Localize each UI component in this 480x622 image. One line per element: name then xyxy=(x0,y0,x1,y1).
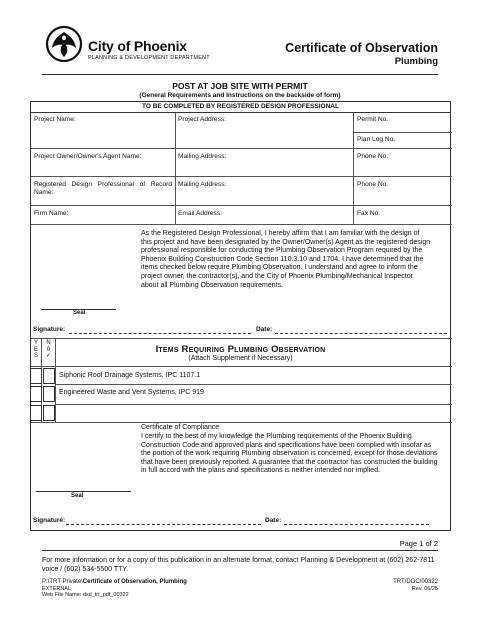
email-field[interactable]: Email Address: xyxy=(178,210,222,217)
page-number: Page 1 of 2 xyxy=(399,539,438,548)
compliance-text: I certify to the best of my knowledge the Plumbing requirements of the Phoenix Building Construction Code and approved plans and specifications have been complied with insofar as the portion of the work requiring Plumbing observation is concerned, except for those deviations that have been previously reported. A guarantee that the contractor has constructed the building in full accord with the plans and specifications is neither intended nor implied. xyxy=(141,433,438,475)
document-title: Certificate of Observation xyxy=(285,41,438,55)
date-line[interactable] xyxy=(275,333,447,334)
project-address-field[interactable]: Project Address: xyxy=(178,116,227,123)
seal-label: Seal xyxy=(73,310,86,316)
signature-label: Signature: xyxy=(33,517,66,524)
owner-phone-field[interactable]: Phone No. xyxy=(357,153,389,160)
no-label: N 0 ✓ xyxy=(45,340,52,359)
permit-no-field[interactable]: Permit No. xyxy=(357,116,389,123)
fax-field[interactable]: Fax No. xyxy=(357,210,381,217)
firm-name-field[interactable]: Firm Name: xyxy=(34,210,69,217)
section-divider xyxy=(31,422,452,423)
date-line[interactable] xyxy=(284,524,429,525)
grid-divider xyxy=(353,132,452,133)
org-name: City of Phoenix xyxy=(88,38,187,54)
owner-mailing-field[interactable]: Mailing Address: xyxy=(178,153,227,160)
doc-code-block xyxy=(393,579,438,592)
yes-label: Y E S xyxy=(33,340,38,359)
form-banner: TO BE COMPLETED BY REGISTERED DESIGN PROFESSIONAL xyxy=(31,102,450,113)
rdp-phone-field[interactable]: Phone No. xyxy=(357,181,389,188)
signature-line[interactable] xyxy=(69,333,251,334)
yes-checkbox[interactable] xyxy=(30,386,42,402)
grid-divider xyxy=(31,148,452,149)
project-name-field[interactable]: Project Name: xyxy=(34,116,76,123)
header-divider xyxy=(42,74,438,75)
item-engineered-waste-vent: Engineered Waste and Vent Systems, IPC 919 xyxy=(59,389,204,396)
plan-log-no-field[interactable]: Plan Log No. xyxy=(357,136,396,143)
rdp-mailing-field[interactable]: Mailing Address: xyxy=(178,181,227,188)
path-title: Certificate of Observation, Plumbing xyxy=(82,579,187,585)
contact-info: For more information or for a copy of this publication in an alternate format, contact Planning & Development at (602) 262-7811 voice / (602) 534-5500 TTY. xyxy=(42,557,435,573)
web-file-name: Web File Name: dsd_trt_pdf_00322 xyxy=(42,592,129,598)
no-checkbox[interactable] xyxy=(43,405,55,421)
post-title: POST AT JOB SITE WITH PERMIT xyxy=(172,81,308,91)
phoenix-bird-icon xyxy=(44,24,84,64)
form-frame xyxy=(30,101,451,531)
item-divider xyxy=(55,384,452,385)
seal-line xyxy=(36,491,131,492)
yes-checkbox[interactable] xyxy=(30,368,42,384)
yes-checkbox[interactable] xyxy=(30,405,42,421)
item-siphonic-roof-drainage: Siphonic Roof Drainage Systems, IPC 1107.1 xyxy=(59,372,201,379)
items-divider xyxy=(31,366,452,367)
grid-divider xyxy=(175,113,176,224)
affirmation-text: As the Registered Design Professional, I hereby affirm that I am familiar with the design of this project and have been designated by the Owner/Owner(s) Agent as the registered design professional responsible for conducting the Plumbing Observation Program required by the Phoenix Building Construction Code Section 110.3.10 and 1704. I have determined that the items checked below require Plumbing Observation. I understand and agree to inform the project owner, the contractor(s), and the City of Phoenix Plumbing/Mechanical Inspector about all Plumbing Observation requirements. xyxy=(141,230,431,289)
date-label: Date: xyxy=(256,326,273,333)
compliance-title: Certificate of Compliance xyxy=(141,424,220,431)
post-subtitle: (General Requirements and Instructions on the backside of form) xyxy=(139,92,341,99)
doc-code: TRT/DOC/00322 xyxy=(393,579,438,585)
external-label: EXTERNAL xyxy=(42,585,72,592)
signature-label: Signature: xyxy=(33,326,66,333)
section-divider xyxy=(31,338,452,339)
date-label: Date: xyxy=(265,517,282,524)
file-path-block xyxy=(42,579,187,599)
revision: Rev. 06/25 xyxy=(411,585,438,592)
grid-divider xyxy=(353,113,354,224)
grid-divider xyxy=(31,176,452,177)
no-checkbox[interactable] xyxy=(43,386,55,402)
department-name: PLANNING & DEVELOPMENT DEPARTMENT xyxy=(88,55,210,61)
grid-divider xyxy=(31,205,452,206)
grid-divider xyxy=(31,224,452,225)
document-subtitle: Plumbing xyxy=(394,56,438,67)
path-prefix: P:\TRT Private\ xyxy=(42,579,83,585)
signature-line[interactable] xyxy=(66,524,261,525)
item-divider xyxy=(55,404,452,405)
no-checkbox[interactable] xyxy=(43,368,55,384)
footer-divider xyxy=(42,550,438,551)
owner-name-field[interactable]: Project Owner/Owner's Agent Name: xyxy=(34,153,142,160)
items-title: Items Requiring Plumbing Observation xyxy=(155,344,326,355)
seal-label: Seal xyxy=(71,493,84,499)
rdp-name-field[interactable]: Registered Design Professional of Record Name: xyxy=(34,181,172,196)
items-subtitle: (Attach Supplement if Necessary) xyxy=(188,355,293,362)
